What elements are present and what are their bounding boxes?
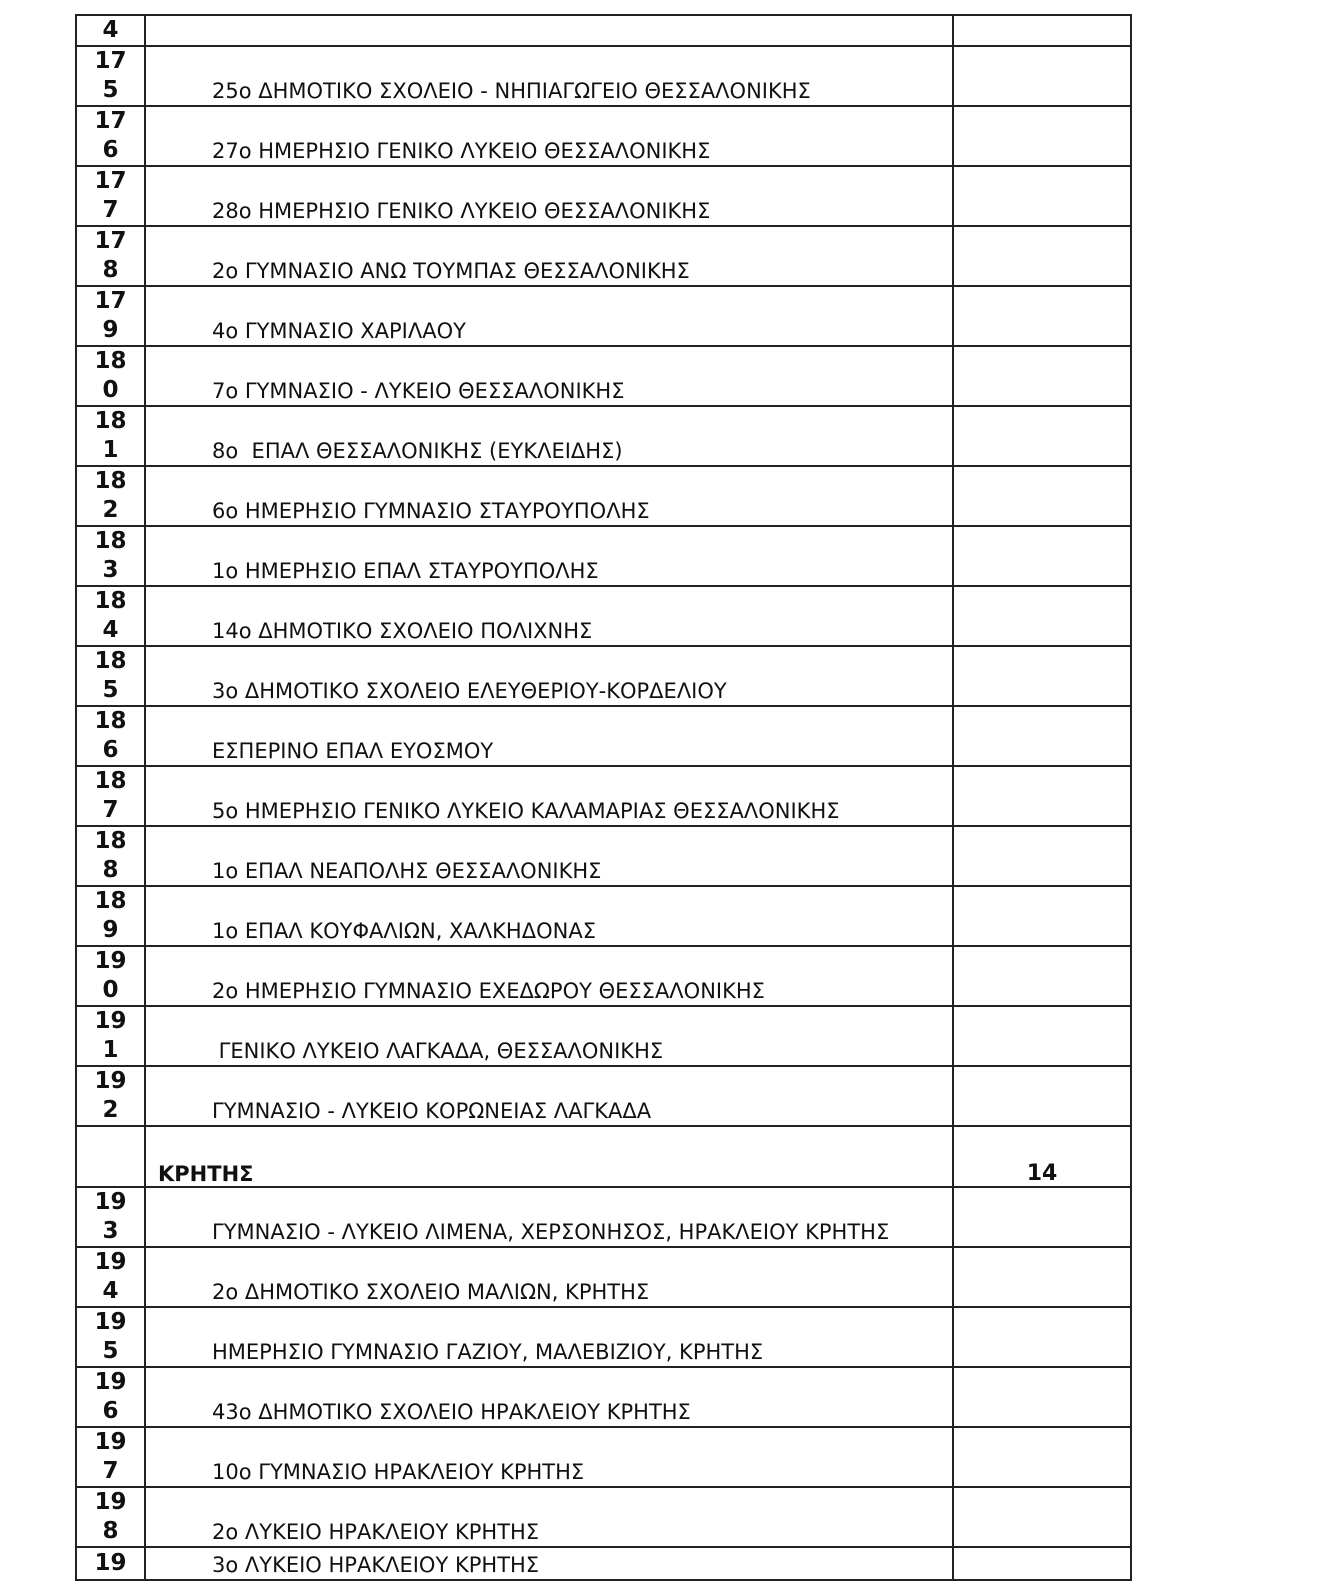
table-row xyxy=(76,1307,1131,1367)
table-row xyxy=(76,1547,1131,1580)
row-number: 18 4 xyxy=(76,586,145,646)
table-row xyxy=(76,826,1131,886)
row-number xyxy=(76,1126,145,1187)
row-number: 19 2 xyxy=(76,1066,145,1126)
school-name: 6ο ΗΜΕΡΗΣΙΟ ΓΥΜΝΑΣΙΟ ΣΤΑΥΡΟΥΠΟΛΗΣ xyxy=(145,466,953,526)
school-count xyxy=(953,1487,1131,1547)
region-name: ΚΡΗΤΗΣ xyxy=(145,1126,953,1187)
row-number: 17 7 xyxy=(76,166,145,226)
school-count xyxy=(953,766,1131,826)
school-name: 8ο ΕΠΑΛ ΘΕΣΣΑΛΟΝΙΚΗΣ (ΕΥΚΛΕΙΔΗΣ) xyxy=(145,406,953,466)
school-name: 3ο ΔΗΜΟΤΙΚΟ ΣΧΟΛΕΙΟ ΕΛΕΥΘΕΡΙΟΥ-ΚΟΡΔΕΛΙΟΥ xyxy=(145,646,953,706)
school-name xyxy=(145,15,953,46)
schools-table-body xyxy=(76,15,1131,1580)
school-count xyxy=(953,406,1131,466)
table-row xyxy=(76,226,1131,286)
school-count xyxy=(953,1247,1131,1307)
table-row xyxy=(76,286,1131,346)
table-row xyxy=(76,1187,1131,1247)
row-number: 17 9 xyxy=(76,286,145,346)
schools-table xyxy=(75,14,1132,1581)
school-count xyxy=(953,1066,1131,1126)
school-name: 1ο ΕΠΑΛ ΚΟΥΦΑΛΙΩΝ, ΧΑΛΚΗΔΟΝΑΣ xyxy=(145,886,953,946)
school-count xyxy=(953,1367,1131,1427)
table-row xyxy=(76,946,1131,1006)
school-name: 28ο ΗΜΕΡΗΣΙΟ ΓΕΝΙΚΟ ΛΥΚΕΙΟ ΘΕΣΣΑΛΟΝΙΚΗΣ xyxy=(145,166,953,226)
row-number: 18 5 xyxy=(76,646,145,706)
school-count xyxy=(953,646,1131,706)
region-row xyxy=(76,1126,1131,1187)
table-row xyxy=(76,406,1131,466)
row-number: 19 8 xyxy=(76,1487,145,1547)
row-number: 18 6 xyxy=(76,706,145,766)
row-number: 18 9 xyxy=(76,886,145,946)
row-number: 18 7 xyxy=(76,766,145,826)
school-count xyxy=(953,946,1131,1006)
table-row xyxy=(76,1487,1131,1547)
school-name: ΗΜΕΡΗΣΙΟ ΓΥΜΝΑΣΙΟ ΓΑΖΙΟΥ, ΜΑΛΕΒΙΖΙΟΥ, ΚΡΗΤΗΣ xyxy=(145,1307,953,1367)
row-number: 18 2 xyxy=(76,466,145,526)
school-name: ΓΥΜΝΑΣΙΟ - ΛΥΚΕΙΟ ΛΙΜΕΝΑ, ΧΕΡΣΟΝΗΣΟΣ, ΗΡΑΚΛΕΙΟΥ ΚΡΗΤΗΣ xyxy=(145,1187,953,1247)
school-count xyxy=(953,1547,1131,1580)
school-count xyxy=(953,826,1131,886)
school-name: 2ο ΗΜΕΡΗΣΙΟ ΓΥΜΝΑΣΙΟ ΕΧΕΔΩΡΟΥ ΘΕΣΣΑΛΟΝΙΚΗΣ xyxy=(145,946,953,1006)
region-count: 14 xyxy=(953,1126,1131,1187)
row-number: 19 5 xyxy=(76,1307,145,1367)
table-row xyxy=(76,586,1131,646)
school-count xyxy=(953,166,1131,226)
table-row xyxy=(76,646,1131,706)
school-name: 1ο ΗΜΕΡΗΣΙΟ ΕΠΑΛ ΣΤΑΥΡΟΥΠΟΛΗΣ xyxy=(145,526,953,586)
school-name: 4ο ΓΥΜΝΑΣΙΟ ΧΑΡΙΛΑΟΥ xyxy=(145,286,953,346)
table-row xyxy=(76,1367,1131,1427)
school-name: ΓΕΝΙΚΟ ΛΥΚΕΙΟ ΛΑΓΚΑΔΑ, ΘΕΣΣΑΛΟΝΙΚΗΣ xyxy=(145,1006,953,1066)
school-count xyxy=(953,1307,1131,1367)
school-name: 27ο ΗΜΕΡΗΣΙΟ ΓΕΝΙΚΟ ΛΥΚΕΙΟ ΘΕΣΣΑΛΟΝΙΚΗΣ xyxy=(145,106,953,166)
school-count xyxy=(953,586,1131,646)
school-count xyxy=(953,526,1131,586)
school-count xyxy=(953,1006,1131,1066)
row-number: 17 8 xyxy=(76,226,145,286)
school-count xyxy=(953,46,1131,106)
row-number: 19 7 xyxy=(76,1427,145,1487)
table-row xyxy=(76,466,1131,526)
school-count xyxy=(953,226,1131,286)
row-number: 17 5 xyxy=(76,46,145,106)
school-name: 43ο ΔΗΜΟΤΙΚΟ ΣΧΟΛΕΙΟ ΗΡΑΚΛΕΙΟΥ ΚΡΗΤΗΣ xyxy=(145,1367,953,1427)
school-count xyxy=(953,1427,1131,1487)
table-row xyxy=(76,346,1131,406)
table-row xyxy=(76,166,1131,226)
school-count xyxy=(953,106,1131,166)
row-number: 18 1 xyxy=(76,406,145,466)
school-count xyxy=(953,286,1131,346)
row-number: 19 6 xyxy=(76,1367,145,1427)
school-count xyxy=(953,15,1131,46)
school-name: 2ο ΛΥΚΕΙΟ ΗΡΑΚΛΕΙΟΥ ΚΡΗΤΗΣ xyxy=(145,1487,953,1547)
table-row xyxy=(76,15,1131,46)
row-number: 19 4 xyxy=(76,1247,145,1307)
table-row xyxy=(76,106,1131,166)
school-name: 5ο ΗΜΕΡΗΣΙΟ ΓΕΝΙΚΟ ΛΥΚΕΙΟ ΚΑΛΑΜΑΡΙΑΣ ΘΕΣΣΑΛΟΝΙΚΗΣ xyxy=(145,766,953,826)
row-number: 19 3 xyxy=(76,1187,145,1247)
school-name: 7ο ΓΥΜΝΑΣΙΟ - ΛΥΚΕΙΟ ΘΕΣΣΑΛΟΝΙΚΗΣ xyxy=(145,346,953,406)
table-row xyxy=(76,1006,1131,1066)
row-number: 4 xyxy=(76,15,145,46)
table-row xyxy=(76,1427,1131,1487)
school-name: 2ο ΓΥΜΝΑΣΙΟ ΑΝΩ ΤΟΥΜΠΑΣ ΘΕΣΣΑΛΟΝΙΚΗΣ xyxy=(145,226,953,286)
table-row xyxy=(76,886,1131,946)
row-number: 18 3 xyxy=(76,526,145,586)
school-name: 14ο ΔΗΜΟΤΙΚΟ ΣΧΟΛΕΙΟ ΠΟΛΙΧΝΗΣ xyxy=(145,586,953,646)
school-name: ΕΣΠΕΡΙΝΟ ΕΠΑΛ ΕΥΟΣΜΟΥ xyxy=(145,706,953,766)
school-name: 25ο ΔΗΜΟΤΙΚΟ ΣΧΟΛΕΙΟ - ΝΗΠΙΑΓΩΓΕΙΟ ΘΕΣΣΑΛΟΝΙΚΗΣ xyxy=(145,46,953,106)
school-count xyxy=(953,1187,1131,1247)
row-number: 18 8 xyxy=(76,826,145,886)
table-row xyxy=(76,1247,1131,1307)
school-count xyxy=(953,346,1131,406)
row-number: 19 0 xyxy=(76,946,145,1006)
school-name: ΓΥΜΝΑΣΙΟ - ΛΥΚΕΙΟ ΚΟΡΩΝΕΙΑΣ ΛΑΓΚΑΔΑ xyxy=(145,1066,953,1126)
school-count xyxy=(953,466,1131,526)
school-count xyxy=(953,886,1131,946)
school-name: 3ο ΛΥΚΕΙΟ ΗΡΑΚΛΕΙΟΥ ΚΡΗΤΗΣ xyxy=(145,1547,953,1580)
table-row xyxy=(76,766,1131,826)
table-row xyxy=(76,706,1131,766)
row-number: 18 0 xyxy=(76,346,145,406)
school-name: 10ο ΓΥΜΝΑΣΙΟ ΗΡΑΚΛΕΙΟΥ ΚΡΗΤΗΣ xyxy=(145,1427,953,1487)
table-row xyxy=(76,526,1131,586)
table-row xyxy=(76,1066,1131,1126)
school-count xyxy=(953,706,1131,766)
school-name: 1ο ΕΠΑΛ ΝΕΑΠΟΛΗΣ ΘΕΣΣΑΛΟΝΙΚΗΣ xyxy=(145,826,953,886)
row-number: 17 6 xyxy=(76,106,145,166)
table-row xyxy=(76,46,1131,106)
row-number: 19 xyxy=(76,1547,145,1580)
row-number: 19 1 xyxy=(76,1006,145,1066)
school-name: 2ο ΔΗΜΟΤΙΚΟ ΣΧΟΛΕΙΟ ΜΑΛΙΩΝ, ΚΡΗΤΗΣ xyxy=(145,1247,953,1307)
